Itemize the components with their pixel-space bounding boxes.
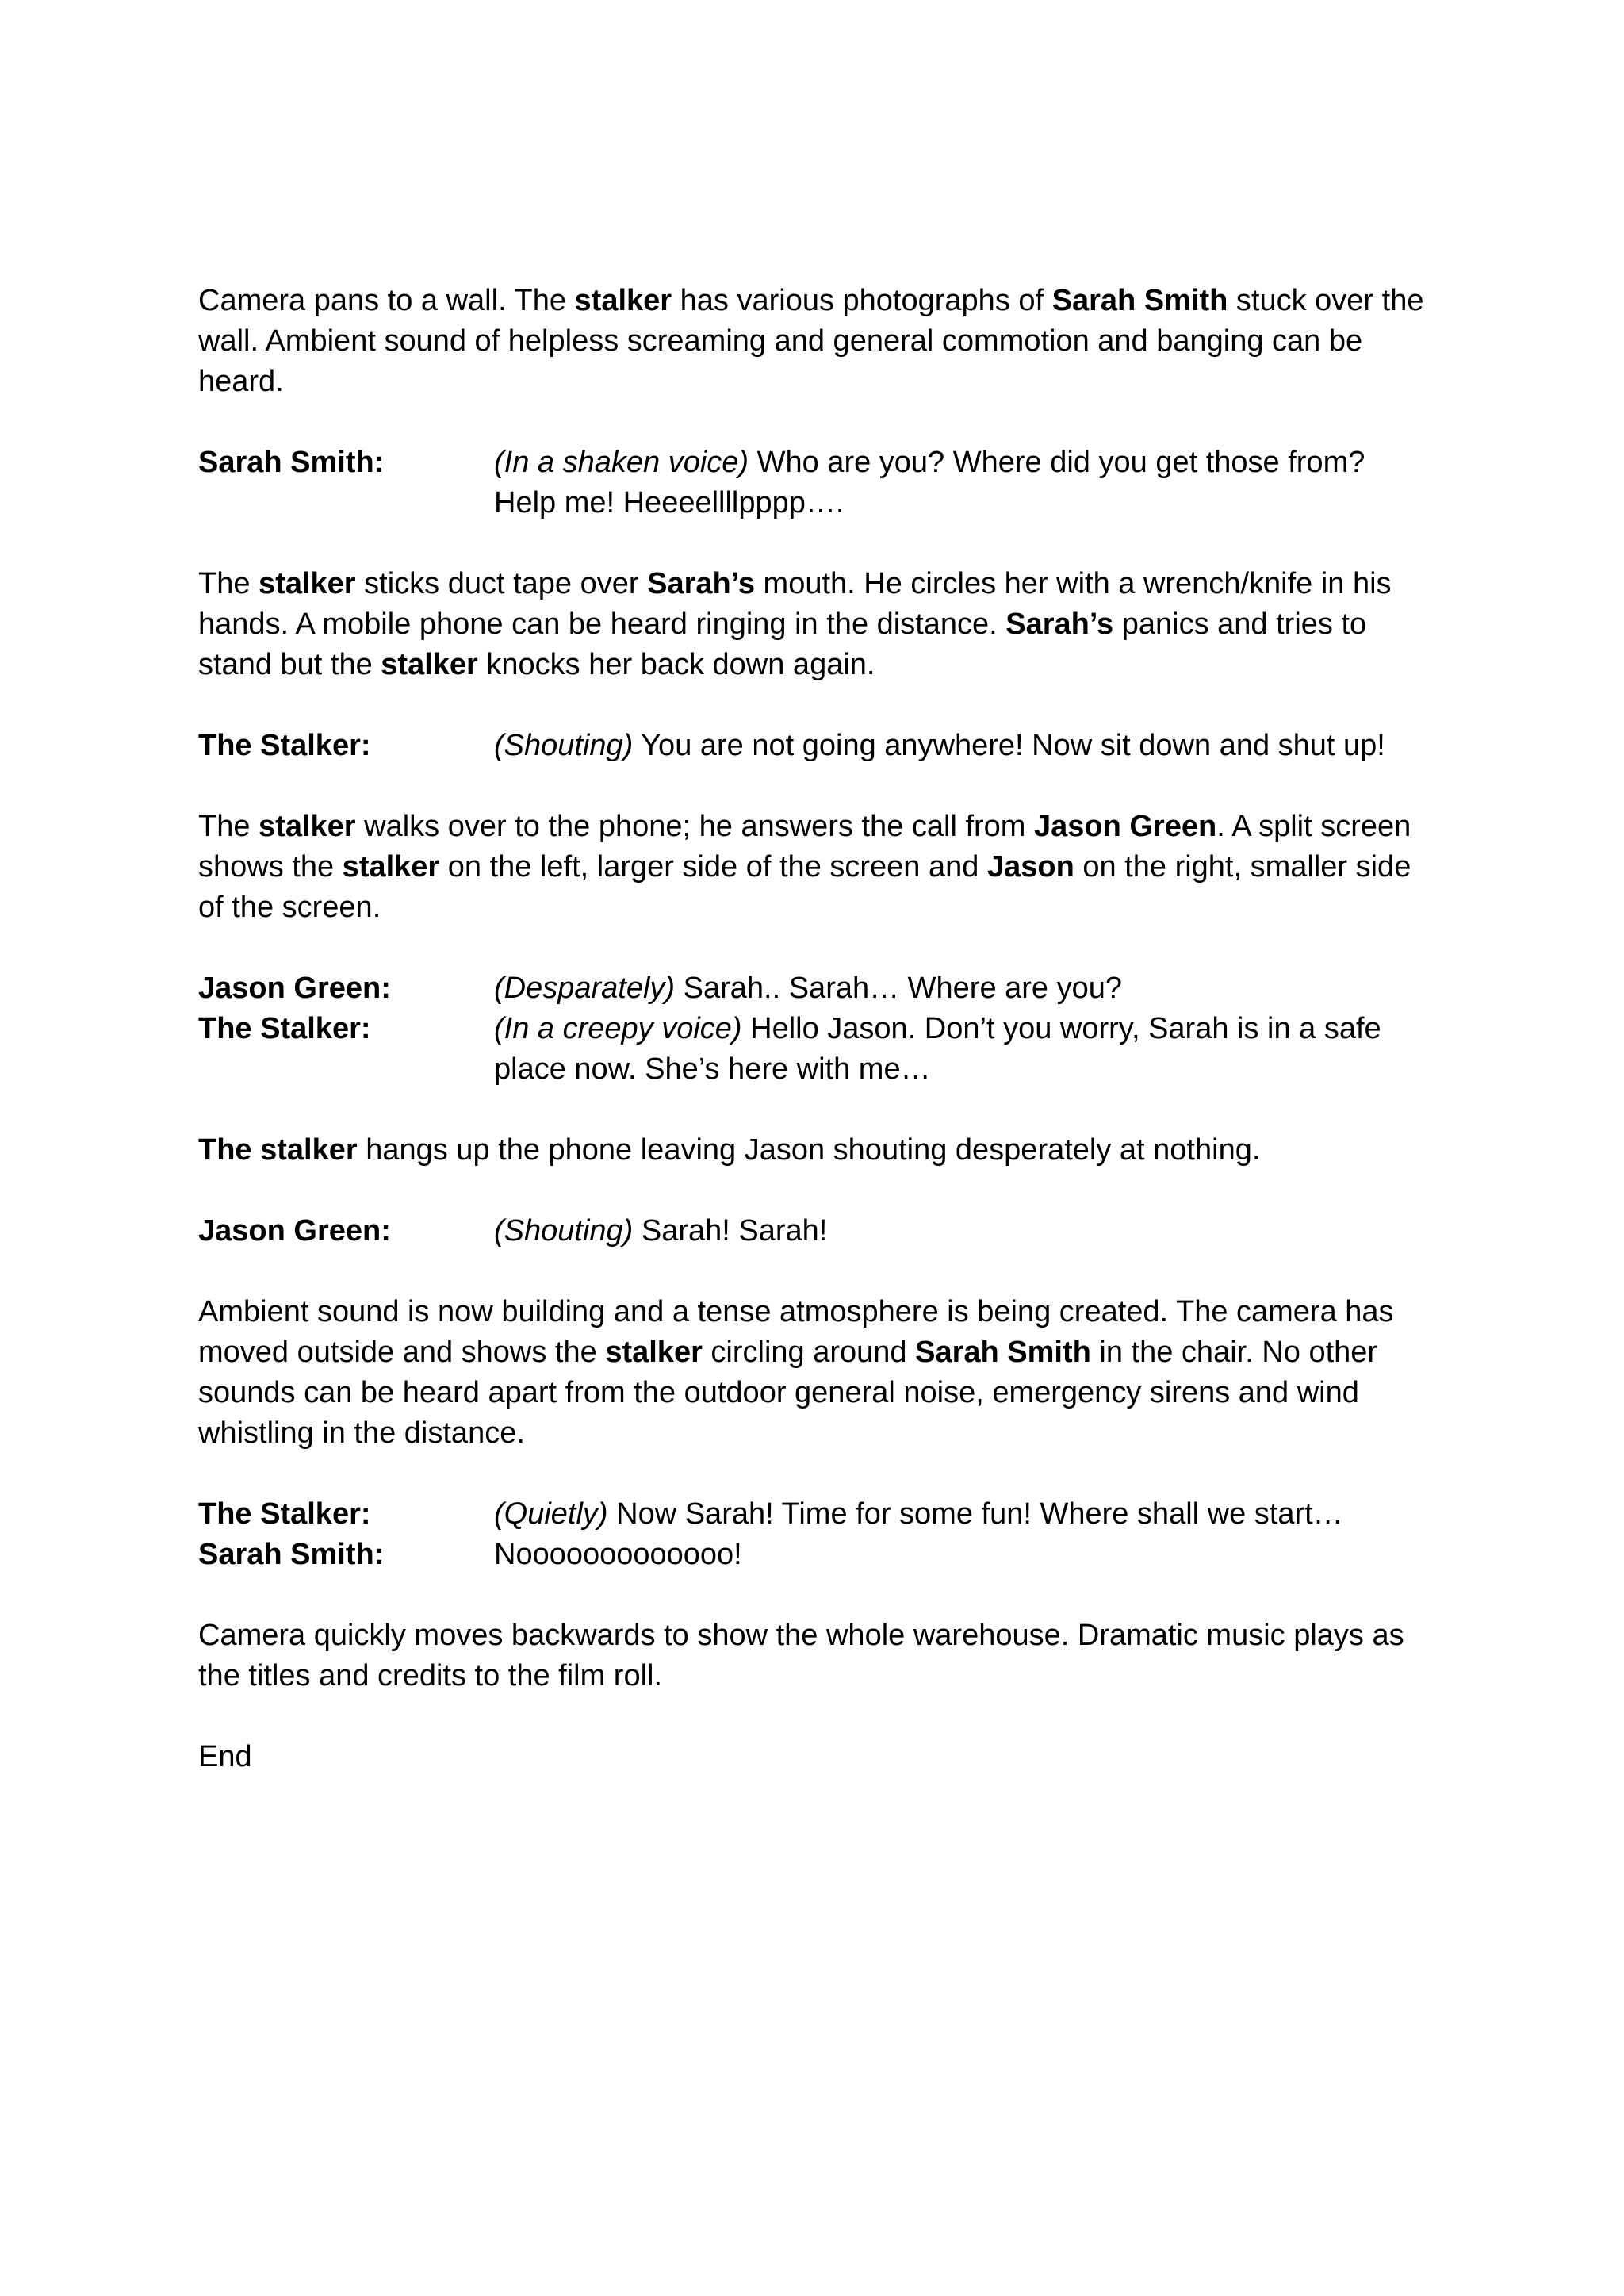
text-run: mouth. He circles her with a wrench/knife in his hands. A mobile phone can be heard ringing in the distance. — [198, 567, 1392, 641]
stage-direction: (Desparately) — [494, 972, 676, 1005]
text-run: on the left, larger side of the screen and — [439, 850, 987, 884]
character-emphasis: Sarah Smith — [1051, 284, 1228, 317]
character-emphasis: stalker — [259, 567, 356, 600]
character-emphasis: The stalker — [198, 1133, 358, 1167]
character-emphasis: stalker — [574, 284, 672, 317]
character-emphasis: Sarah Smith — [915, 1336, 1091, 1369]
spoken-line: You are not going anywhere! Now sit down and shut up! — [633, 729, 1385, 762]
speaker-name: Sarah Smith: — [198, 446, 385, 479]
spoken-line: Who are you? Where did you get those from? Help me! Heeeellllpppp…. — [494, 446, 1365, 519]
text-run: The — [198, 810, 259, 843]
stage-direction: (In a creepy voice) — [494, 1012, 742, 1045]
script-page — [198, 281, 1435, 1818]
dialogue-block — [198, 726, 1435, 766]
text-run: . A split screen shows the — [198, 810, 1411, 884]
character-emphasis: stalker — [605, 1336, 703, 1369]
action-paragraph — [198, 564, 1435, 685]
action-paragraph — [198, 1130, 1435, 1171]
text-run: stuck over the wall. Ambient sound of helpless screaming and general commotion and banging can be heard. — [198, 284, 1424, 398]
dialogue-text — [494, 726, 1435, 766]
spoken-line: Hello Jason. Don’t you worry, Sarah is in a safe place now. She’s here with me… — [494, 1012, 1381, 1086]
stage-direction: (Shouting) — [494, 1214, 634, 1248]
text-run: on the right, smaller side of the screen. — [198, 850, 1411, 924]
action-paragraph — [198, 1616, 1435, 1696]
dialogue-line — [198, 1211, 1435, 1251]
dialogue-text — [494, 443, 1435, 523]
dialogue-block — [198, 443, 1435, 523]
dialogue-text — [494, 1494, 1435, 1535]
dialogue-block — [198, 968, 1435, 1090]
action-paragraph — [198, 1292, 1435, 1454]
dialogue-line — [198, 1535, 1435, 1575]
dialogue-text — [494, 1535, 1435, 1575]
dialogue-line — [198, 968, 1435, 1009]
character-emphasis: Sarah’s — [647, 567, 755, 600]
text-run: The — [198, 567, 259, 600]
speaker-name: Jason Green: — [198, 1214, 391, 1248]
text-run: knocks her back down again. — [477, 648, 875, 681]
spoken-line: Nooooooooooooo! — [494, 1538, 742, 1571]
dialogue-line — [198, 726, 1435, 766]
dialogue-block — [198, 1211, 1435, 1251]
text-run: panics and tries to stand but the — [198, 608, 1367, 681]
dialogue-line — [198, 443, 1435, 523]
stage-direction: (Shouting) — [494, 729, 634, 762]
character-emphasis: Jason Green — [1034, 810, 1217, 843]
spoken-line: Sarah! Sarah! — [633, 1214, 828, 1248]
dialogue-line — [198, 1009, 1435, 1090]
text-run: in the chair. No other sounds can be heard apart from the outdoor general noise, emergency sirens and wind whistling in the distance. — [198, 1336, 1378, 1450]
speaker-name: The Stalker: — [198, 729, 371, 762]
character-emphasis: stalker — [259, 810, 356, 843]
text-run: Camera quickly moves backwards to show the whole warehouse. Dramatic music plays as the titles and credits to the film roll. — [198, 1619, 1404, 1692]
character-emphasis: Jason — [986, 850, 1074, 884]
character-emphasis: Sarah’s — [1005, 608, 1114, 641]
character-emphasis: stalker — [342, 850, 440, 884]
text-run: hangs up the phone leaving Jason shouting desperately at nothing. — [357, 1133, 1261, 1167]
speaker-name: Sarah Smith: — [198, 1538, 385, 1571]
dialogue-text — [494, 968, 1435, 1009]
spoken-line: Sarah.. Sarah… Where are you? — [675, 972, 1123, 1005]
speaker-name: The Stalker: — [198, 1012, 371, 1045]
dialogue-text — [494, 1211, 1435, 1251]
text-run: sticks duct tape over — [355, 567, 648, 600]
action-paragraph — [198, 281, 1435, 402]
stage-direction: (Quietly) — [494, 1497, 608, 1531]
character-emphasis: stalker — [381, 648, 478, 681]
text-run: circling around — [702, 1336, 916, 1369]
text-run: walks over to the phone; he answers the call from — [355, 810, 1035, 843]
speaker-name: Jason Green: — [198, 972, 391, 1005]
text-run: has various photographs of — [672, 284, 1052, 317]
action-paragraph — [198, 807, 1435, 928]
dialogue-line — [198, 1494, 1435, 1535]
stage-direction: (In a shaken voice) — [494, 446, 749, 479]
end-marker: End — [198, 1740, 252, 1773]
spoken-line: Now Sarah! Time for some fun! Where shall we start… — [607, 1497, 1343, 1531]
dialogue-block — [198, 1494, 1435, 1575]
speaker-name: The Stalker: — [198, 1497, 371, 1531]
dialogue-text — [494, 1009, 1435, 1090]
text-run: Camera pans to a wall. The — [198, 284, 575, 317]
text-run: Ambient sound is now building and a tense atmosphere is being created. The camera has moved outside and shows the — [198, 1295, 1394, 1369]
